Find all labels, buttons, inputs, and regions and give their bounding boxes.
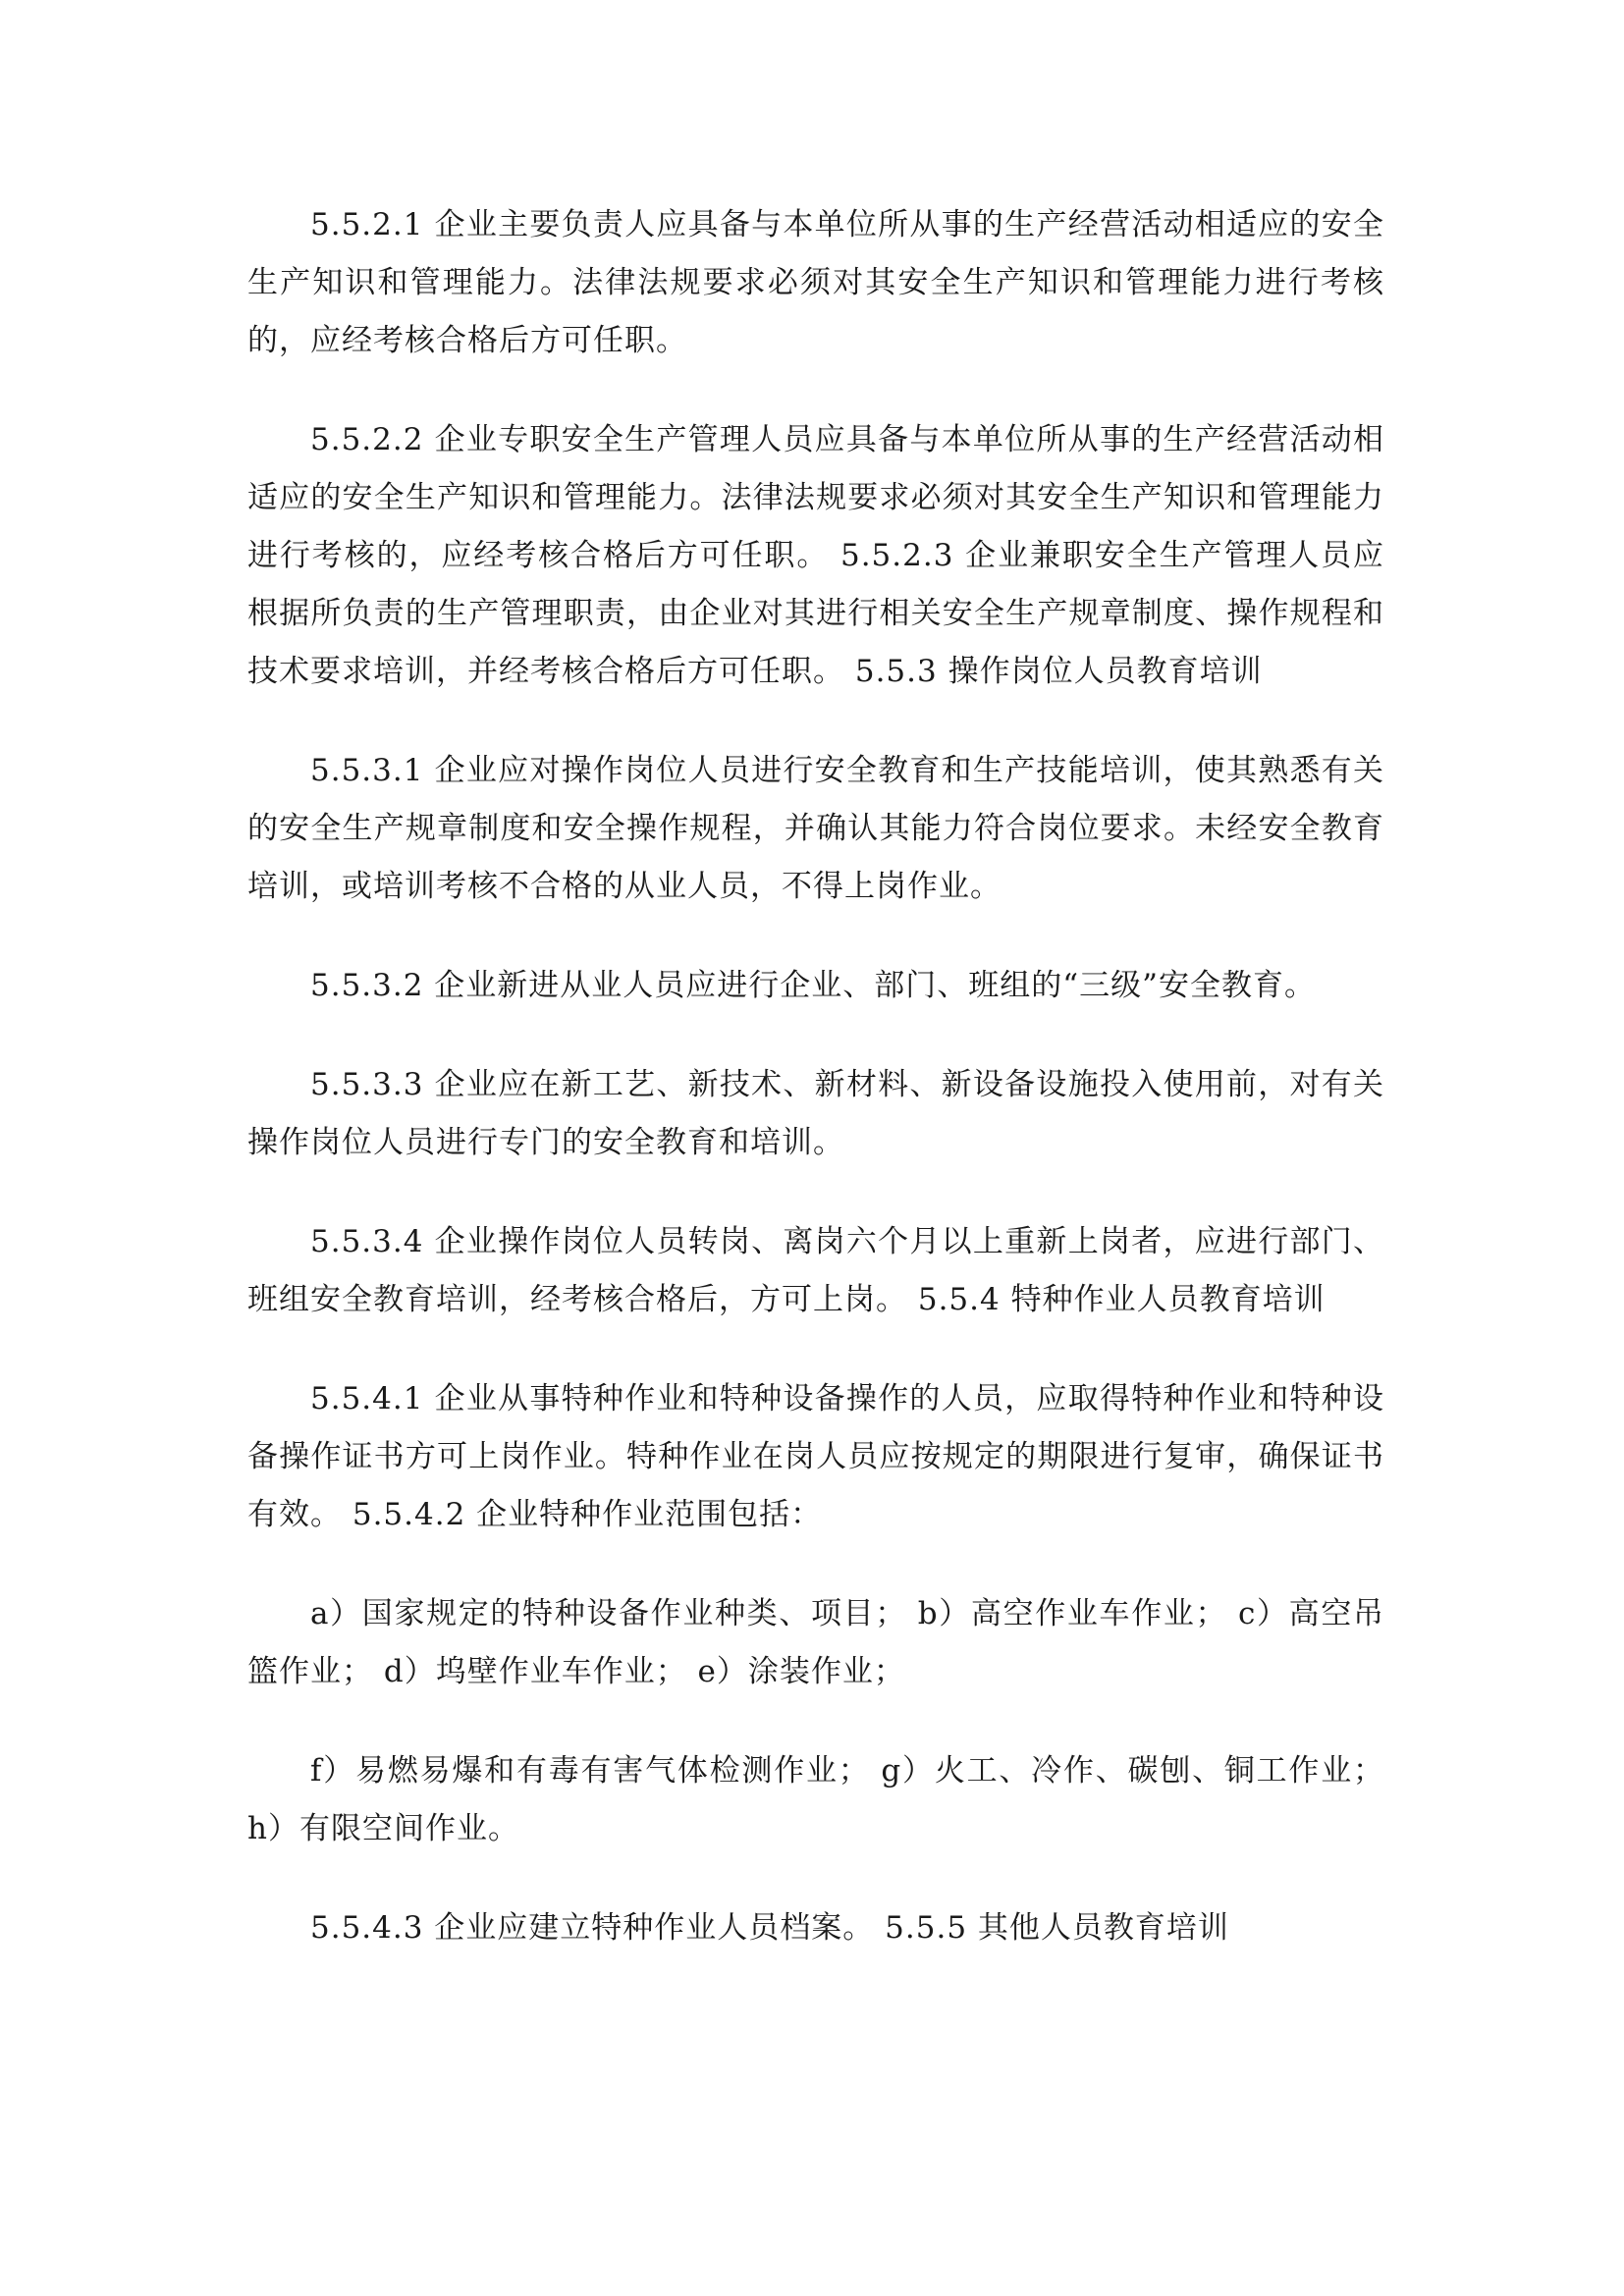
paragraph-5-5-3-4: 5.5.3.4 企业操作岗位人员转岗、离岗六个月以上重新上岗者，应进行部门、班组安全教育培训，经考核合格后，方可上岗。 5.5.4 特种作业人员教育培训: [247, 1224, 1384, 1317]
paragraph-5-5-3-2: 5.5.3.2 企业新进从业人员应进行企业、部门、班组的“三级”安全教育。: [310, 968, 1317, 1003]
paragraph-5-5-4-1: 5.5.4.1 企业从事特种作业和特种设备操作的人员，应取得特种作业和特种设备操作证书方可上岗作业。特种作业在岗人员应按规定的期限进行复审，确保证书有效。 5.5.4.2 企业特种作业范围包括：: [247, 1381, 1384, 1532]
paragraph-5-5-3-3: 5.5.3.3 企业应在新工艺、新技术、新材料、新设备设施投入使用前，对有关操作岗位人员进行专门的安全教育和培训。: [247, 1067, 1384, 1160]
paragraph-5-5-2-1: 5.5.2.1 企业主要负责人应具备与本单位所从事的生产经营活动相适应的安全生产知识和管理能力。法律法规要求必须对其安全生产知识和管理能力进行考核的，应经考核合格后方可任职。: [247, 207, 1384, 358]
paragraph-list-a-e: a）国家规定的特种设备作业种类、项目； b）高空作业车作业； c）高空吊篮作业； d）坞壁作业车作业； e）涂装作业；: [247, 1596, 1384, 1689]
paragraph-5-5-2-2: 5.5.2.2 企业专职安全生产管理人员应具备与本单位所从事的生产经营活动相适应的安全生产知识和管理能力。法律法规要求必须对其安全生产知识和管理能力进行考核的，应经考核合格后方可任职。 5.5.2.3 企业兼职安全生产管理人员应根据所负责的生产管理职责，由企业对其进行相关安全生产规章制度、操作规程和技术要求培训，并经考核合格后方可任职。 5.5.3 操作岗位人员教育培训: [247, 422, 1384, 689]
paragraph-5-5-4-3: 5.5.4.3 企业应建立特种作业人员档案。 5.5.5 其他人员教育培训: [310, 1910, 1229, 1946]
document-page: [247, 196, 1384, 1999]
paragraph-5-5-3-1: 5.5.3.1 企业应对操作岗位人员进行安全教育和生产技能培训，使其熟悉有关的安全生产规章制度和安全操作规程，并确认其能力符合岗位要求。未经安全教育培训，或培训考核不合格的从业人员，不得上岗作业。: [247, 753, 1384, 904]
paragraph-list-f-h: f）易燃易爆和有毒有害气体检测作业； g）火工、冷作、碳刨、铜工作业； h）有限空间作业。: [247, 1753, 1384, 1846]
